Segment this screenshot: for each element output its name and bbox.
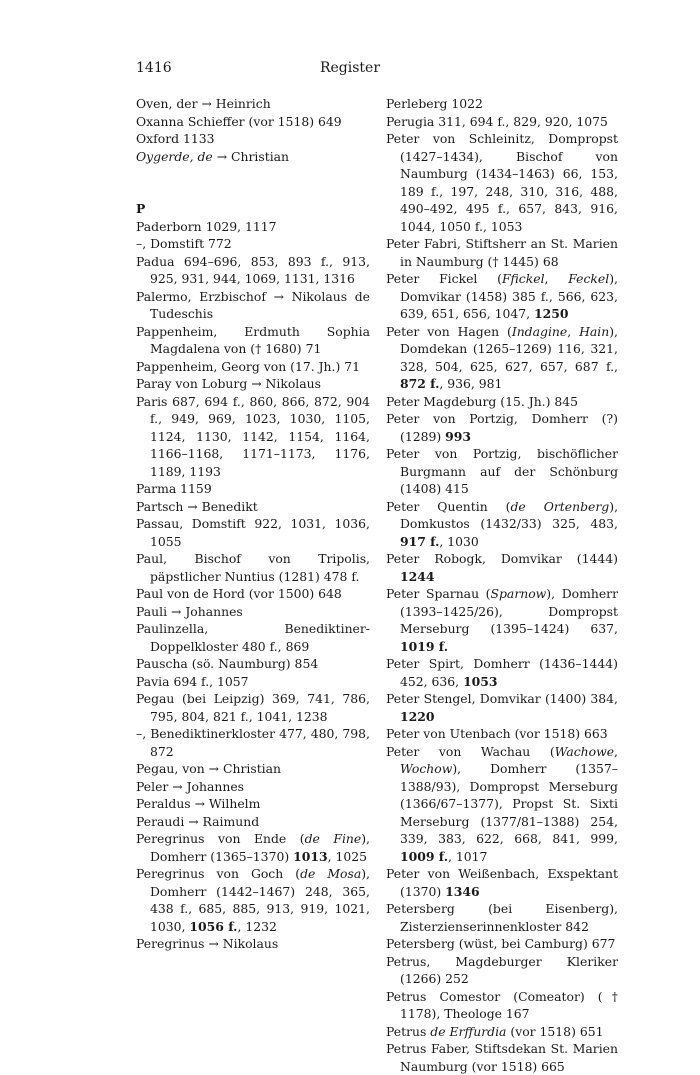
bold-page-ref: 917 f. — [400, 533, 440, 549]
index-entry — [136, 620, 370, 655]
index-entry — [136, 323, 370, 358]
entry-text: Perleberg 1022 — [386, 96, 483, 111]
entry-text: , 1017 — [448, 848, 488, 864]
entry-text: Parma 1159 — [136, 481, 212, 496]
entry-text: , 1025 — [327, 848, 368, 864]
index-entry — [386, 323, 618, 393]
entry-text: Pappenheim, Georg von (17. Jh.) 71 — [136, 358, 361, 374]
entry-text: Oxford 1133 — [136, 131, 215, 146]
italic-text: de Ortenberg — [510, 498, 610, 514]
entry-text: Petersberg (wüst, bei Camburg) 677 — [386, 936, 616, 951]
section-letter — [136, 200, 370, 218]
index-entry — [136, 935, 370, 953]
index-entry — [136, 218, 370, 236]
entry-text: Perugia 311, 694 f., 829, 920, 1075 — [386, 113, 608, 129]
entry-text: Peler → Johannes — [136, 778, 245, 794]
entry-text: Peter Spirt, Domherr (1436–1444) 452, 636, — [386, 656, 618, 689]
italic-text: de Mosa — [300, 866, 362, 881]
entry-text: ), Domherr (1393–1425/26), Dompropst Merseburg (1395–1424) 637, — [400, 586, 618, 636]
bold-page-ref: 1053 — [463, 673, 498, 689]
index-entry — [386, 725, 618, 743]
entry-text: Partsch → Benedikt — [136, 498, 258, 514]
index-entry — [386, 445, 618, 498]
entry-text: , 1232 — [237, 918, 277, 934]
entry-text: Petrus Faber, Stiftsdekan St. Marien Naumburg (vor 1518) 665 — [386, 1041, 618, 1074]
italic-text: Feckel — [568, 271, 610, 286]
entry-text: Pauli → Johannes — [136, 603, 243, 619]
index-entry — [136, 760, 370, 778]
entry-text: Pavia 694 f., 1057 — [136, 673, 249, 689]
bold-page-ref: 1019 f. — [400, 638, 449, 654]
index-entry — [136, 393, 370, 481]
entry-text: ), Domvikar (1458) 385 f., 566, 623, 639, 651, 656, 1047, — [400, 271, 618, 321]
entry-text: Petersberg (bei Eisenberg), Zisterzienserinnenkloster 842 — [386, 901, 618, 934]
entry-text: ), Domkustos (1432/33) 325, 483, — [400, 498, 619, 531]
index-entry — [136, 113, 370, 131]
index-entry — [386, 953, 618, 988]
bold-page-ref: 1056 f. — [189, 918, 238, 934]
index-entry — [136, 95, 370, 113]
index-entry — [136, 288, 370, 323]
entry-text: ), Domherr (1442–1467) 248, 365, 438 f., 685, 885, 913, 919, 1021, 1030, — [150, 866, 370, 934]
entry-text: Peter von Weißenbach, Exspektant (1370) — [386, 866, 618, 899]
index-entry — [386, 270, 618, 323]
entry-text: Peraudi → Raimund — [136, 813, 260, 829]
index-entry — [386, 235, 618, 270]
running-head: Register — [319, 60, 381, 76]
index-entry — [136, 130, 370, 148]
index-entry — [136, 725, 370, 760]
bold-page-ref: 1009 f. — [400, 848, 449, 864]
bold-page-ref: 1013 — [293, 848, 328, 864]
index-entry — [136, 480, 370, 498]
entry-text: Peraldus → Wilhelm — [136, 796, 261, 811]
index-entry — [136, 358, 370, 376]
index-entry — [136, 515, 370, 550]
index-entry — [136, 603, 370, 621]
entry-text: Petrus Comestor (Comeator) († 1178), Theologe 167 — [386, 988, 618, 1021]
index-entry — [386, 655, 618, 690]
index-entry — [386, 935, 618, 953]
entry-text: Peter Fickel ( — [386, 271, 502, 286]
entry-text: Pappenheim, Erdmuth Sophia Magdalena von († 1680) 71 — [136, 323, 370, 356]
index-entry — [136, 778, 370, 796]
bold-page-ref: 1250 — [534, 306, 569, 321]
entry-text: , 936, 981 — [439, 376, 503, 391]
entry-text: Peregrinus von Ende ( — [136, 831, 305, 846]
entry-text: Petrus, Magdeburger Kleriker (1266) 252 — [386, 953, 618, 986]
entry-text: Paray von Loburg → Nikolaus — [136, 376, 321, 391]
entry-text: –, Benediktinerkloster 477, 480, 798, 872 — [136, 726, 370, 759]
bold-page-ref: 993 — [445, 428, 472, 444]
entry-text: Peter Quentin ( — [386, 498, 511, 514]
entry-text: , — [567, 323, 580, 339]
index-entry — [136, 865, 370, 935]
entry-text: Peter von Hagen ( — [386, 323, 512, 339]
index-entry — [136, 498, 370, 516]
entry-text: Peter Stengel, Domvikar (1400) 384, — [386, 691, 618, 706]
italic-text: de Fine — [304, 831, 362, 846]
entry-text: Oxanna Schieffer (vor 1518) 649 — [136, 113, 342, 129]
italic-text: Hain — [579, 323, 610, 339]
index-entry — [136, 148, 370, 166]
index-entry — [386, 900, 618, 935]
entry-text: Peter von Schleinitz, Dompropst (1427–1434), Bischof von Naumburg (1434–1463) 66, 153, 189 f., 197, 248, 310, 316, 488, 490–492, 495 f., 657, 843, 916, 1044, 1050 f., 1053 — [386, 131, 618, 234]
entry-text: –, Domstift 772 — [136, 236, 232, 251]
index-entry — [136, 795, 370, 813]
index-entry — [386, 585, 618, 655]
entry-text: P — [136, 201, 146, 216]
index-entry — [386, 95, 618, 113]
entry-text: (vor 1518) 651 — [506, 1023, 604, 1039]
index-entry — [136, 235, 370, 253]
entry-text: Paris 687, 694 f., 860, 866, 872, 904 f., 949, 969, 1023, 1030, 1105, 1124, 1130, 1142, 1154, 1164, 1166–1168, 1171–1173, 1176, 1189, 1193 — [136, 393, 370, 479]
index-entry — [386, 690, 618, 725]
italic-text: Oygerde, de — [136, 148, 213, 164]
index-entry — [136, 585, 370, 603]
entry-text: ), Domherr (1365–1370) — [150, 831, 370, 864]
index-entry — [386, 1023, 618, 1041]
index-entry — [136, 550, 370, 585]
entry-text: Peregrinus von Goch ( — [136, 866, 301, 881]
entry-text: Peter Sparnau ( — [386, 586, 491, 601]
index-entry — [386, 550, 618, 585]
bold-page-ref: 1220 — [400, 708, 435, 724]
bold-page-ref: 1244 — [400, 568, 435, 584]
entry-text: Paul von de Hord (vor 1500) 648 — [136, 586, 342, 601]
entry-text: ), Domherr (1357–1388/93), Dompropst Merseburg (1366/67–1377), Propst St. Sixti Merseburg (1377/81–1388) 254, 339, 383, 622, 668, 841, 999, — [400, 761, 618, 846]
index-entry — [386, 988, 618, 1023]
entry-text: Peregrinus → Nikolaus — [136, 936, 279, 951]
index-entry — [136, 673, 370, 691]
italic-text: Indagine — [511, 323, 568, 339]
index-entry — [386, 743, 618, 866]
entry-text: Peter Fabri, Stiftsherr an St. Marien in Naumburg († 1445) 68 — [386, 236, 618, 269]
bold-page-ref: 872 f. — [400, 376, 440, 391]
entry-text: Paulinzella, Benediktiner-Doppelkloster 480 f., 869 — [136, 621, 370, 654]
entry-text: Peter Magdeburg (15. Jh.) 845 — [386, 393, 579, 409]
entry-text: Peter Robogk, Domvikar (1444) — [386, 551, 618, 566]
entry-text: Passau, Domstift 922, 1031, 1036, 1055 — [136, 516, 370, 549]
index-entry — [386, 130, 618, 235]
index-entry — [136, 813, 370, 831]
index-entry — [386, 393, 618, 411]
entry-text: Petrus — [386, 1023, 431, 1039]
index-entry — [386, 1040, 618, 1075]
index-entry — [386, 410, 618, 445]
index-entry — [386, 113, 618, 131]
italic-text: Ffickel — [501, 271, 545, 286]
page-number: 1416 — [136, 60, 172, 76]
index-entry — [136, 655, 370, 673]
italic-text: Sparnow — [490, 586, 547, 601]
index-entry — [136, 690, 370, 725]
entry-text: Peter von Wachau ( — [386, 743, 555, 759]
italic-text: de Erffurdia — [430, 1023, 507, 1039]
entry-text: Pauscha (sö. Naumburg) 854 — [136, 656, 319, 671]
bold-page-ref: 1346 — [445, 883, 480, 899]
entry-text: Peter von Portzig, Domherr (?) (1289) — [386, 411, 618, 444]
entry-text: Paul, Bischof von Tripolis, päpstlicher Nuntius (1281) 478 f. — [136, 551, 370, 584]
entry-text: , — [544, 271, 569, 286]
italic-text: Wachowe — [554, 743, 615, 759]
entry-text: → Christian — [212, 148, 290, 164]
entry-text: ), Domdekan (1265–1269) 116, 321, 328, 504, 625, 627, 657, 687 f., — [400, 323, 618, 374]
italic-text: Wochow — [400, 761, 453, 776]
entry-text: Peter von Portzig, bischöflicher Burgmann auf der Schönburg (1408) 415 — [386, 446, 618, 496]
entry-text: , — [614, 743, 618, 759]
entry-text: , 1030 — [439, 533, 479, 549]
entry-text: Padua 694–696, 853, 893 f., 913, 925, 931, 944, 1069, 1131, 1316 — [136, 253, 370, 286]
index-entry — [136, 830, 370, 865]
index-entry — [386, 865, 618, 900]
entry-text: Pegau (bei Leipzig) 369, 741, 786, 795, 804, 821 f., 1041, 1238 — [136, 691, 370, 724]
entry-text: Pegau, von → Christian — [136, 761, 282, 776]
index-entry — [386, 498, 618, 551]
entry-text: Palermo, Erzbischof → Nikolaus de Tudeschis — [136, 288, 370, 321]
entry-text: Paderborn 1029, 1117 — [136, 218, 277, 234]
entry-text: Oven, der → Heinrich — [136, 96, 271, 111]
index-entry — [136, 253, 370, 288]
index-column-left — [136, 95, 370, 953]
entry-text: Peter von Utenbach (vor 1518) 663 — [386, 726, 608, 741]
index-entry — [136, 375, 370, 393]
index-column-right — [386, 95, 618, 1075]
